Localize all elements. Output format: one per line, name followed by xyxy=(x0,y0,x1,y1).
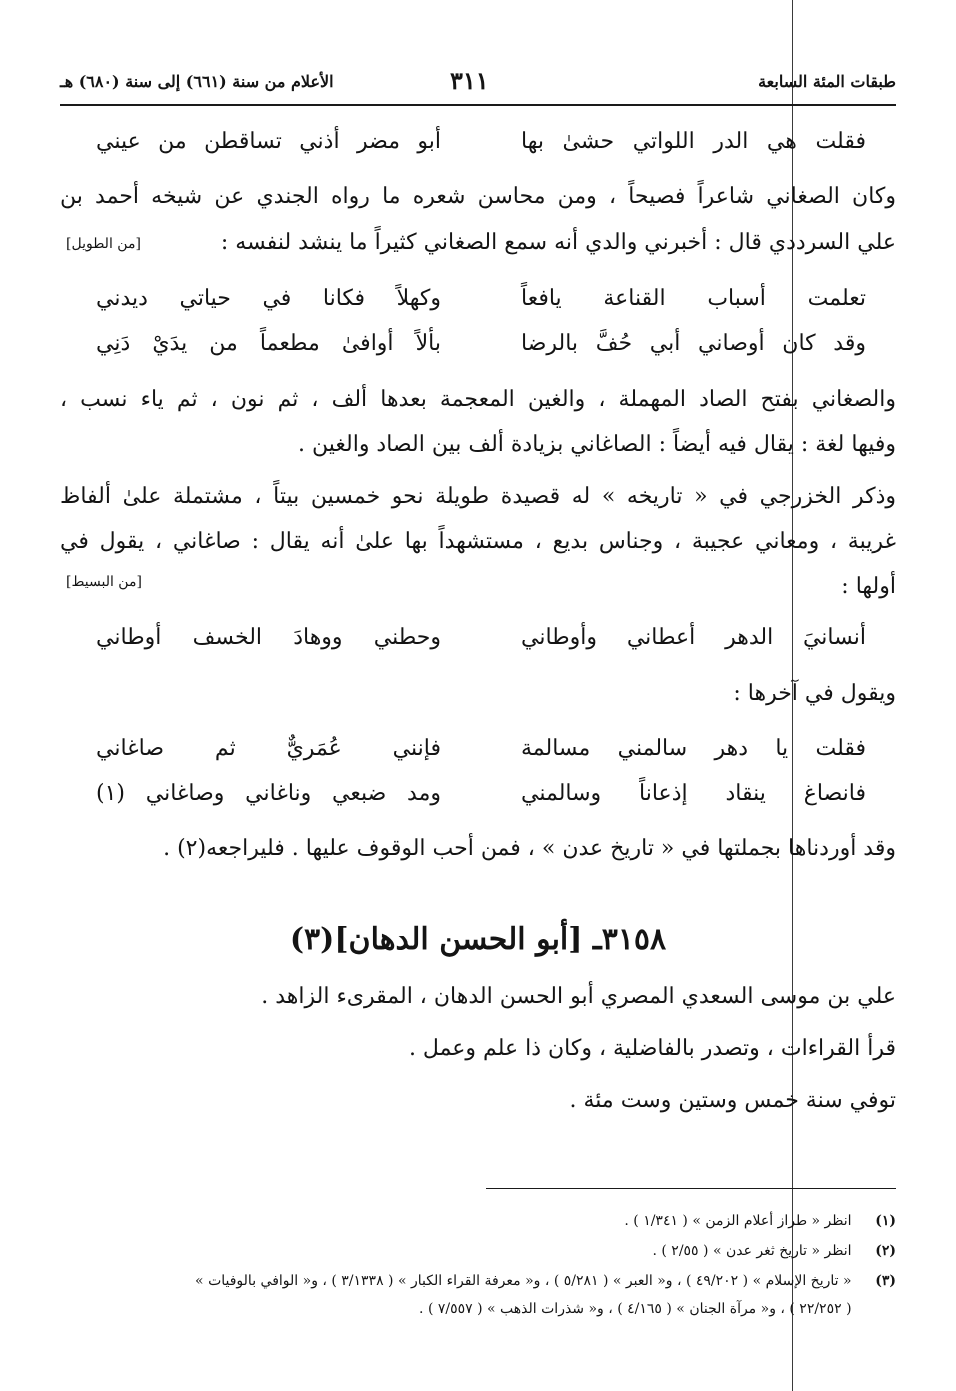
header-book-section: طبقات المئة السابعة xyxy=(758,72,896,91)
paragraph-line: وقد أوردناها بجملتها في « تاريخ عدن » ، فمن أحب الوقوف عليها . فليراجعه(٢) . xyxy=(163,836,896,861)
verse-first-hemistich: تعلمت أسباب القناعة يافعاً xyxy=(521,286,866,311)
footnote-text: انظر « طراز أعلام الزمن » ( ١/٣٤١ ) . xyxy=(624,1213,852,1229)
footnote xyxy=(60,1298,896,1320)
paragraph-line: وذكر الخزرجي في « تاريخه » له قصيدة طويلة نحو خمسين بيتاً ، مشتملة علىٰ ألفاظ xyxy=(60,484,896,509)
paragraph-line: وكان الصغاني شاعراً فصيحاً ، ومن محاسن شعره ما رواه الجندي عن شيخه أحمد بن xyxy=(60,184,896,209)
verse-first-hemistich: فقلت يا دهر سالمني مسالمة xyxy=(521,736,866,761)
header-date-range: الأعلام من سنة (٦٦١) إلى سنة (٦٨٠) هـ xyxy=(60,72,334,91)
verse-second-hemistich: ومد ضبعي وناغاني وصاغاني (١) xyxy=(96,781,441,806)
footnote-number: (١) xyxy=(875,1213,896,1229)
paragraph-line: غريبة ، ومعاني عجيبة ، وجناس بديع ، مستشهداً بها علىٰ أنه يقال : صاغاني ، يقول في xyxy=(60,529,896,554)
verse-second-hemistich: أبو مضر أذني تساقطن من عيني xyxy=(96,129,441,154)
running-header xyxy=(60,68,896,102)
footnote-text: ( ٢٢/٢٥٢ ) ، و« مرآة الجنان » ( ٤/١٦٥ ) ، و« شذرات الذهب » ( ٧/٥٥٧ ) . xyxy=(419,1301,852,1317)
header-rule xyxy=(60,104,896,106)
verse-second-hemistich: وحطني ووهادَ الخسف أوطاني xyxy=(96,625,441,650)
verse-first-hemistich: فانصاغ ينقاد إذعاناً وسالمني xyxy=(521,781,866,806)
verse-line xyxy=(96,778,866,810)
paragraph-line: والصغاني بفتح الصاد المهملة ، والغين المعجمة بعدها ألف ، ثم نون ، ثم ياء نسب ، xyxy=(60,387,896,412)
verse-line xyxy=(96,283,866,315)
verse-first-hemistich: فقلت هي الدر اللواتي حشىٰ بها xyxy=(521,129,866,154)
footnote-rule xyxy=(486,1188,896,1189)
verse-second-hemistich: وكهلاً فكانا في حياتي ديدني xyxy=(96,286,441,311)
verse-second-hemistich: فإنني عُمَريٌّ ثم صاغاني xyxy=(96,736,441,761)
verse-second-hemistich: بألاً أوافىٰ مطعماً من يدَيْ دَنِي xyxy=(96,331,441,356)
paragraph-line: قرأ القراءات ، وتصدر بالفاضلية ، وكان ذا علم وعمل . xyxy=(408,1036,896,1061)
verse-first-hemistich: أنسانيَ الدهر أعطاني وأوطاني xyxy=(521,625,866,650)
footnote-number: (٢) xyxy=(875,1243,896,1259)
paragraph-line: أولها : xyxy=(841,574,896,599)
verse-line xyxy=(96,126,866,158)
footnote-text: « تاريخ الإسلام » ( ٤٩/٢٠٢ ) ، و« العبر » ( ٥/٢٨١ ) ، و« معرفة القراء الكبار » ( ٣/١٣٣٨ ) ، و« الوافي بالوفيات » xyxy=(195,1273,852,1289)
verse-first-hemistich: وقد كان أوصاني أبي حُفَّ بالرضا xyxy=(521,331,866,356)
entry-heading: ٣١٥٨ـ [أبو الحسن الدهان](٣) xyxy=(289,922,667,957)
footnote xyxy=(60,1210,896,1232)
verse-line xyxy=(96,328,866,360)
paragraph-line: وفيها لغة : يقال فيه أيضاً : الصاغاني بزيادة ألف بين الصاد والغين . xyxy=(298,432,896,457)
verse-line xyxy=(96,622,866,654)
meter-label: [من الطويل] xyxy=(66,236,141,252)
paragraph-line: توفي سنة خمس وستين وست مئة . xyxy=(569,1088,896,1113)
footnote-number: (٣) xyxy=(875,1273,896,1289)
paragraph-line: ويقول في آخرها : xyxy=(733,681,896,706)
footnote-text: انظر « تاريخ ثغر عدن » ( ٢/٥٥ ) . xyxy=(652,1243,852,1259)
footnote xyxy=(60,1270,896,1292)
footnote xyxy=(60,1240,896,1262)
verse-line xyxy=(96,733,866,765)
page-number: ٣١١ xyxy=(450,66,489,95)
meter-label: [من البسيط] xyxy=(66,574,142,590)
paragraph-line: علي السرددي قال : أخبرني والدي أنه سمع الصغاني كثيراً ما ينشد لنفسه : xyxy=(220,230,896,255)
paragraph-line: علي بن موسى السعدي المصري أبو الحسن الدهان ، المقرىء الزاهد . xyxy=(261,984,896,1009)
